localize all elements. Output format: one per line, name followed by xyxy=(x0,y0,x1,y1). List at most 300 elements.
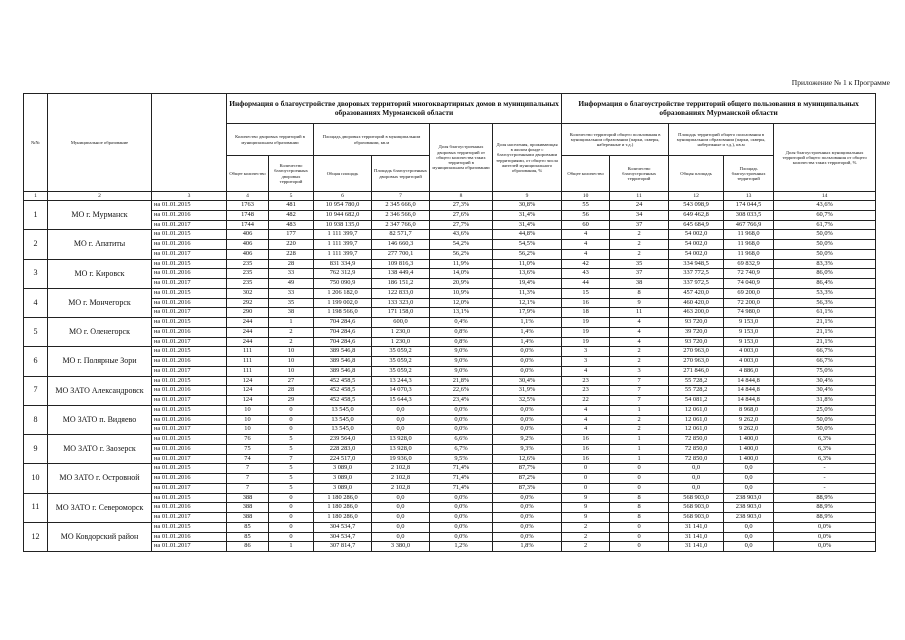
table-row xyxy=(24,503,876,513)
table-row xyxy=(24,220,876,230)
value-cell: 133 323,0 xyxy=(372,298,430,308)
value-cell: 27,3% xyxy=(430,201,493,211)
value-cell: 0 xyxy=(269,425,314,435)
table-row xyxy=(24,376,876,386)
value-cell: 55 728,2 xyxy=(669,386,724,396)
value-cell: 388 xyxy=(227,493,269,503)
value-cell: 1763 xyxy=(227,201,269,211)
value-cell: 75,0% xyxy=(774,366,876,376)
value-cell: 12,0% xyxy=(430,298,493,308)
value-cell: 13 928,0 xyxy=(372,444,430,454)
value-cell: 388 xyxy=(227,513,269,523)
header-num: №№ xyxy=(24,94,48,192)
value-cell: 4 xyxy=(562,230,610,240)
value-cell: 19 xyxy=(562,337,610,347)
value-cell: 8 xyxy=(610,493,669,503)
value-cell: 0,0 xyxy=(724,483,774,493)
value-cell: 1 400,0 xyxy=(724,454,774,464)
period-cell: на 01.01.2015 xyxy=(152,318,227,328)
value-cell: 9 153,0 xyxy=(724,327,774,337)
value-cell: 4 xyxy=(562,405,610,415)
row-number: 3 xyxy=(24,259,48,288)
value-cell: 34 xyxy=(610,210,669,220)
value-cell: 1 xyxy=(610,454,669,464)
value-cell: 2 xyxy=(269,327,314,337)
value-cell: 6,3% xyxy=(774,454,876,464)
period-cell: на 01.01.2017 xyxy=(152,249,227,259)
value-cell: 389 546,8 xyxy=(314,347,372,357)
value-cell: 30,8% xyxy=(493,201,562,211)
value-cell: 111 xyxy=(227,347,269,357)
value-cell: 1,2% xyxy=(430,542,493,552)
value-cell: 124 xyxy=(227,386,269,396)
value-cell: 0,0% xyxy=(430,405,493,415)
period-cell: на 01.01.2015 xyxy=(152,405,227,415)
value-cell: 6,3% xyxy=(774,435,876,445)
value-cell: 60 xyxy=(562,220,610,230)
column-number: 9 xyxy=(493,192,562,201)
value-cell: 6,3% xyxy=(774,444,876,454)
value-cell: 337 972,5 xyxy=(669,279,724,289)
period-cell: на 01.01.2017 xyxy=(152,483,227,493)
value-cell: 460 420,0 xyxy=(669,298,724,308)
row-number: 6 xyxy=(24,347,48,376)
value-cell: 452 458,5 xyxy=(314,386,372,396)
table-row xyxy=(24,396,876,406)
value-cell: 0,0% xyxy=(430,513,493,523)
header-count-public: Количество территорий общего пользования в муниципальном образовании (парки, скверы, набережные и т.д.) xyxy=(562,124,669,156)
value-cell: 60,7% xyxy=(774,210,876,220)
value-cell: 35 xyxy=(610,259,669,269)
header-improved-area-public: Площадь благоустроенных территорий xyxy=(724,156,774,192)
value-cell: 406 xyxy=(227,240,269,250)
value-cell: 1 400,0 xyxy=(724,444,774,454)
value-cell: 238 903,0 xyxy=(724,503,774,513)
value-cell: 0,0 xyxy=(669,464,724,474)
value-cell: 33 xyxy=(269,288,314,298)
value-cell: 32,5% xyxy=(493,396,562,406)
value-cell: 1 230,0 xyxy=(372,337,430,347)
value-cell: 9,5% xyxy=(430,454,493,464)
value-cell: 56,3% xyxy=(774,298,876,308)
period-cell: на 01.01.2017 xyxy=(152,220,227,230)
value-cell: 87,3% xyxy=(493,483,562,493)
value-cell: 93 720,0 xyxy=(669,337,724,347)
period-cell: на 01.01.2016 xyxy=(152,386,227,396)
column-number: 14 xyxy=(774,192,876,201)
value-cell: 11,9% xyxy=(430,259,493,269)
table-row xyxy=(24,435,876,445)
value-cell: 1,1% xyxy=(493,318,562,328)
table-row xyxy=(24,249,876,259)
value-cell: 334 948,5 xyxy=(669,259,724,269)
column-number: 2 xyxy=(48,192,152,201)
value-cell: 0,0% xyxy=(774,542,876,552)
value-cell: 82 571,7 xyxy=(372,230,430,240)
value-cell: 61,7% xyxy=(774,220,876,230)
statistics-table xyxy=(23,93,876,552)
value-cell: 1 199 002,0 xyxy=(314,298,372,308)
value-cell: 2 346 566,0 xyxy=(372,210,430,220)
value-cell: 15 xyxy=(562,288,610,298)
value-cell: 3 xyxy=(562,347,610,357)
municipality-name: МО г. Апатиты xyxy=(48,230,152,259)
value-cell: 54,2% xyxy=(430,240,493,250)
value-cell: 388 xyxy=(227,503,269,513)
row-number: 8 xyxy=(24,405,48,434)
value-cell: 1 xyxy=(269,318,314,328)
value-cell: 4 xyxy=(562,249,610,259)
value-cell: 43,6% xyxy=(430,230,493,240)
value-cell: 0 xyxy=(269,522,314,532)
value-cell: 23,4% xyxy=(430,396,493,406)
value-cell: 2 xyxy=(610,240,669,250)
value-cell: 9 153,0 xyxy=(724,318,774,328)
value-cell: 337 772,5 xyxy=(669,269,724,279)
value-cell: 304 534,7 xyxy=(314,522,372,532)
value-cell: 0,8% xyxy=(430,327,493,337)
value-cell: 0 xyxy=(610,464,669,474)
value-cell: 7 xyxy=(610,376,669,386)
row-number: 10 xyxy=(24,464,48,493)
value-cell: 13 545,0 xyxy=(314,405,372,415)
table-row xyxy=(24,347,876,357)
value-cell: 1748 xyxy=(227,210,269,220)
value-cell: 28 xyxy=(269,259,314,269)
value-cell: 1 xyxy=(610,435,669,445)
table-row xyxy=(24,201,876,211)
header-area-yards: Площадь дворовых территорий в муниципальном образовании, кв.м xyxy=(314,124,430,156)
value-cell: 31 141,0 xyxy=(669,532,724,542)
period-cell: на 01.01.2016 xyxy=(152,474,227,484)
period-cell: на 01.01.2016 xyxy=(152,298,227,308)
value-cell: 0,0% xyxy=(493,532,562,542)
value-cell: 9 xyxy=(562,513,610,523)
value-cell: 54 081,2 xyxy=(669,396,724,406)
value-cell: 177 xyxy=(269,230,314,240)
period-cell: на 01.01.2016 xyxy=(152,444,227,454)
value-cell: 2 102,8 xyxy=(372,483,430,493)
value-cell: 7 xyxy=(610,396,669,406)
value-cell: 54,5% xyxy=(493,240,562,250)
value-cell: 44 xyxy=(562,279,610,289)
value-cell: 1,4% xyxy=(493,337,562,347)
value-cell: 1 111 399,7 xyxy=(314,240,372,250)
value-cell: 10 944 682,0 xyxy=(314,210,372,220)
row-number: 2 xyxy=(24,230,48,259)
value-cell: 9,0% xyxy=(430,347,493,357)
column-number: 4 xyxy=(227,192,269,201)
value-cell: 9 xyxy=(562,493,610,503)
value-cell: 568 903,0 xyxy=(669,503,724,513)
value-cell: 3 089,0 xyxy=(314,474,372,484)
value-cell: 244 xyxy=(227,337,269,347)
header-total-area-public: Общая площадь xyxy=(669,156,724,192)
value-cell: 1,8% xyxy=(493,542,562,552)
value-cell: 0,0% xyxy=(430,425,493,435)
value-cell: 0,0 xyxy=(372,415,430,425)
value-cell: 0,0 xyxy=(372,425,430,435)
value-cell: 704 284,6 xyxy=(314,318,372,328)
municipality-name: МО ЗАТО п. Видяево xyxy=(48,405,152,434)
value-cell: 55 728,2 xyxy=(669,376,724,386)
value-cell: 50,0% xyxy=(774,425,876,435)
period-cell: на 01.01.2015 xyxy=(152,347,227,357)
value-cell: 31,4% xyxy=(493,210,562,220)
value-cell: 69 200,0 xyxy=(724,288,774,298)
column-numbers-row xyxy=(24,192,876,201)
value-cell: 1 xyxy=(610,444,669,454)
value-cell: 0,0 xyxy=(372,503,430,513)
value-cell: 109 816,3 xyxy=(372,259,430,269)
value-cell: 12,1% xyxy=(493,298,562,308)
value-cell: 19 xyxy=(562,327,610,337)
table-row xyxy=(24,357,876,367)
value-cell: 5 xyxy=(269,483,314,493)
period-cell: на 01.01.2015 xyxy=(152,435,227,445)
value-cell: 50,0% xyxy=(774,249,876,259)
table-row xyxy=(24,240,876,250)
value-cell: 50,0% xyxy=(774,230,876,240)
value-cell: 21,1% xyxy=(774,318,876,328)
value-cell: 13 244,3 xyxy=(372,376,430,386)
value-cell: 0,0 xyxy=(724,532,774,542)
value-cell: 1 198 566,0 xyxy=(314,308,372,318)
period-cell: на 01.01.2015 xyxy=(152,376,227,386)
period-cell: на 01.01.2016 xyxy=(152,503,227,513)
value-cell: 600,0 xyxy=(372,318,430,328)
value-cell: 50,0% xyxy=(774,240,876,250)
value-cell: 0,0 xyxy=(372,493,430,503)
value-cell: 56,2% xyxy=(493,249,562,259)
value-cell: 24 xyxy=(610,201,669,211)
value-cell: 21,1% xyxy=(774,337,876,347)
value-cell: - xyxy=(774,464,876,474)
period-cell: на 01.01.2017 xyxy=(152,425,227,435)
value-cell: 304 534,7 xyxy=(314,532,372,542)
value-cell: 0,0% xyxy=(493,513,562,523)
value-cell: 16 xyxy=(562,444,610,454)
value-cell: 21,1% xyxy=(774,327,876,337)
table-row xyxy=(24,464,876,474)
value-cell: 0,0% xyxy=(493,493,562,503)
value-cell: 307 814,7 xyxy=(314,542,372,552)
value-cell: 0 xyxy=(269,493,314,503)
value-cell: 10 xyxy=(269,366,314,376)
value-cell: 235 xyxy=(227,259,269,269)
value-cell: 0,0 xyxy=(724,474,774,484)
value-cell: 270 963,0 xyxy=(669,357,724,367)
municipality-name: МО г. Оленегорск xyxy=(48,318,152,347)
value-cell: 10 xyxy=(269,357,314,367)
table-row xyxy=(24,386,876,396)
value-cell: 3 xyxy=(610,366,669,376)
value-cell: 0,0% xyxy=(493,503,562,513)
row-number: 11 xyxy=(24,493,48,522)
value-cell: 224 517,0 xyxy=(314,454,372,464)
value-cell: 0,0% xyxy=(493,522,562,532)
value-cell: 3 380,0 xyxy=(372,542,430,552)
value-cell: 39 720,0 xyxy=(669,327,724,337)
period-cell: на 01.01.2017 xyxy=(152,308,227,318)
value-cell: 31,8% xyxy=(774,396,876,406)
value-cell: 452 458,5 xyxy=(314,396,372,406)
value-cell: 5 xyxy=(269,444,314,454)
table-row xyxy=(24,288,876,298)
table-row xyxy=(24,337,876,347)
value-cell: 71,4% xyxy=(430,483,493,493)
value-cell: 37 xyxy=(610,220,669,230)
value-cell: 85 xyxy=(227,522,269,532)
municipality-name: МО Ковдорский район xyxy=(48,522,152,551)
value-cell: 2 xyxy=(610,425,669,435)
header-improved-count-public: Количество благоустроенных территорий xyxy=(610,156,669,192)
value-cell: 0 xyxy=(269,513,314,523)
value-cell: 0,0% xyxy=(430,493,493,503)
table-row xyxy=(24,522,876,532)
table-row xyxy=(24,366,876,376)
value-cell: 0,0% xyxy=(430,532,493,542)
value-cell: 292 xyxy=(227,298,269,308)
value-cell: 10 xyxy=(227,415,269,425)
value-cell: 831 334,9 xyxy=(314,259,372,269)
value-cell: 88,9% xyxy=(774,493,876,503)
value-cell: 1 180 286,0 xyxy=(314,513,372,523)
header-total-count: Общее количество xyxy=(227,156,269,192)
value-cell: 4 003,0 xyxy=(724,357,774,367)
value-cell: 71,4% xyxy=(430,474,493,484)
value-cell: 7 xyxy=(610,386,669,396)
municipality-name: МО ЗАТО г. Островной xyxy=(48,464,152,493)
value-cell: 270 963,0 xyxy=(669,347,724,357)
value-cell: 228 xyxy=(269,249,314,259)
value-cell: 53,3% xyxy=(774,288,876,298)
period-cell: на 01.01.2016 xyxy=(152,415,227,425)
value-cell: 49 xyxy=(269,279,314,289)
value-cell: 4 xyxy=(562,415,610,425)
value-cell: 1 180 286,0 xyxy=(314,503,372,513)
value-cell: 238 903,0 xyxy=(724,493,774,503)
value-cell: 186 151,2 xyxy=(372,279,430,289)
value-cell: 0 xyxy=(562,483,610,493)
value-cell: 302 xyxy=(227,288,269,298)
table-row xyxy=(24,259,876,269)
table-body xyxy=(24,201,876,552)
municipality-name: МО ЗАТО г. Заозерск xyxy=(48,435,152,464)
period-cell: на 01.01.2015 xyxy=(152,522,227,532)
table-row xyxy=(24,230,876,240)
value-cell: 20,9% xyxy=(430,279,493,289)
value-cell: 27,6% xyxy=(430,210,493,220)
value-cell: 146 660,3 xyxy=(372,240,430,250)
column-number: 10 xyxy=(562,192,610,201)
value-cell: 13,6% xyxy=(493,269,562,279)
period-cell: на 01.01.2015 xyxy=(152,259,227,269)
header-mo: Муниципальное образование xyxy=(48,94,152,192)
column-number: 13 xyxy=(724,192,774,201)
value-cell: 0 xyxy=(269,415,314,425)
value-cell: 11 968,0 xyxy=(724,230,774,240)
value-cell: 1 111 399,7 xyxy=(314,230,372,240)
value-cell: 38 xyxy=(610,279,669,289)
value-cell: 50,0% xyxy=(774,415,876,425)
value-cell: 4 xyxy=(610,337,669,347)
table-row xyxy=(24,318,876,328)
value-cell: 85 xyxy=(227,532,269,542)
value-cell: 1 230,0 xyxy=(372,327,430,337)
value-cell: 482 xyxy=(269,210,314,220)
value-cell: 11 968,0 xyxy=(724,240,774,250)
value-cell: 14 070,3 xyxy=(372,386,430,396)
value-cell: 11 xyxy=(610,308,669,318)
value-cell: 0,0 xyxy=(669,474,724,484)
row-number: 5 xyxy=(24,318,48,347)
value-cell: 645 684,9 xyxy=(669,220,724,230)
value-cell: 9,2% xyxy=(493,435,562,445)
value-cell: 19 xyxy=(562,318,610,328)
period-cell: на 01.01.2017 xyxy=(152,454,227,464)
value-cell: 3 xyxy=(562,357,610,367)
value-cell: 35 059,2 xyxy=(372,357,430,367)
value-cell: 33 xyxy=(269,269,314,279)
value-cell: 72 850,0 xyxy=(669,444,724,454)
period-cell: на 01.01.2016 xyxy=(152,532,227,542)
value-cell: 10 938 135,0 xyxy=(314,220,372,230)
value-cell: 0,0% xyxy=(493,366,562,376)
value-cell: 8 968,0 xyxy=(724,405,774,415)
value-cell: 0 xyxy=(610,483,669,493)
value-cell: 244 xyxy=(227,327,269,337)
value-cell: 88,9% xyxy=(774,503,876,513)
value-cell: 9 153,0 xyxy=(724,337,774,347)
value-cell: 0,0 xyxy=(724,464,774,474)
period-cell: на 01.01.2017 xyxy=(152,542,227,552)
value-cell: 389 546,8 xyxy=(314,366,372,376)
value-cell: 0,0% xyxy=(430,415,493,425)
value-cell: 31,9% xyxy=(493,386,562,396)
value-cell: 0,0% xyxy=(493,405,562,415)
value-cell: 463 200,0 xyxy=(669,308,724,318)
period-cell: на 01.01.2017 xyxy=(152,337,227,347)
value-cell: 0,8% xyxy=(430,337,493,347)
header-area-public: Площадь территорий общего пользования в муниципальном образовании (парки, скверы, набережные и т.д.), кв.м xyxy=(669,124,774,156)
value-cell: 12 061,0 xyxy=(669,405,724,415)
value-cell: 8 xyxy=(610,288,669,298)
value-cell: - xyxy=(774,474,876,484)
municipality-name: МО г. Полярные Зори xyxy=(48,347,152,376)
period-cell: на 01.01.2016 xyxy=(152,327,227,337)
header-improved-count-yards: Количество благоустроенных дворовых территорий xyxy=(269,156,314,192)
column-number: 11 xyxy=(610,192,669,201)
value-cell: 1744 xyxy=(227,220,269,230)
value-cell: 0,0 xyxy=(724,522,774,532)
column-number: 8 xyxy=(430,192,493,201)
value-cell: 8 xyxy=(610,503,669,513)
table-row xyxy=(24,425,876,435)
value-cell: 75 xyxy=(227,444,269,454)
value-cell: 23 xyxy=(562,386,610,396)
value-cell: 0,0% xyxy=(774,522,876,532)
value-cell: 66,7% xyxy=(774,347,876,357)
value-cell: 8 xyxy=(610,513,669,523)
value-cell: 86 xyxy=(227,542,269,552)
value-cell: 35 059,2 xyxy=(372,366,430,376)
value-cell: 9 262,0 xyxy=(724,415,774,425)
value-cell: 0,0% xyxy=(493,357,562,367)
value-cell: 1,4% xyxy=(493,327,562,337)
value-cell: 228 283,0 xyxy=(314,444,372,454)
header-group-right: Информация о благоустройстве территорий общего пользования в муниципальных образованиях Мурманской области xyxy=(562,94,876,124)
